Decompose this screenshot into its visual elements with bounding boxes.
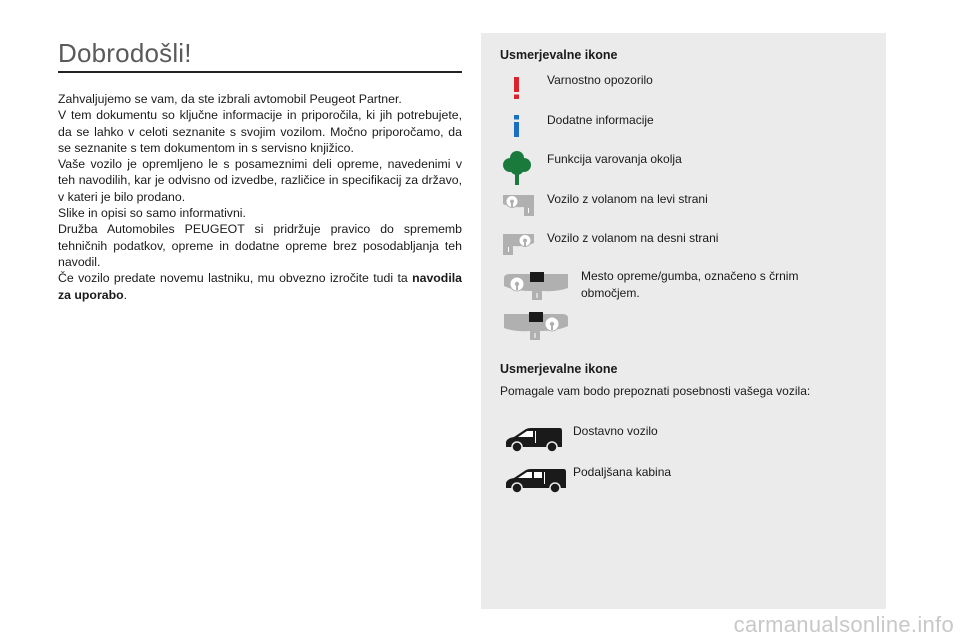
location-label: Mesto opreme/gumba, označeno s črnim območjem. [581,269,799,300]
dashboard-location-icon [502,310,570,342]
intro-last-suffix: . [123,287,128,302]
lhd-label: Vozilo z volanom na levi strani [547,192,708,206]
intro-last-text: Če vozilo predate novemu lastniku, mu obvezno izročite tudi ta [58,271,413,286]
dashboard-location-icon [502,270,570,302]
rhd-label: Vozilo z volanom na desni strani [547,231,719,245]
watermark: carmanualsonline.info [733,612,954,637]
intro-paragraph: V tem dokumentu so ključne informacije in priporočila, ki jih potrebujete, da se lahko v celoti seznanite s svojim vozilom. Močno priporočamo, da se seznanite s tem dokumentom in s servisno knjižico. [58,108,462,155]
intro-paragraph: Vaše vozilo je opremljeno le s posameznimi deli opreme, navedenimi v teh navodilih, kar je odvisno od izvedbe, različice in specifikacij za državo, v kateri je bilo prodano. [58,157,462,204]
intro-text [58,91,462,303]
section-heading: Usmerjevalne ikone [500,362,618,376]
title-divider [58,71,462,73]
section-heading: Usmerjevalne ikone [500,48,618,62]
intro-paragraph: Zahvaljujemo se vam, da ste izbrali avtomobil Peugeot Partner. [58,92,402,106]
tree-icon [503,150,531,186]
intro-paragraph-last [58,270,462,303]
right-hand-drive-icon [502,232,535,257]
section-description: Pomagale vam bodo prepoznati posebnosti vašega vozila: [500,384,811,398]
manual-emphasis: navodila za uporabo [58,271,462,302]
left-hand-drive-icon [502,193,535,218]
page-title: Dobrodošli! [58,38,192,68]
eco-label: Funkcija varovanja okolja [547,152,682,166]
crew-cab-label: Podaljšana kabina [573,465,672,479]
info-icon [510,114,524,138]
crew-cab-van-icon [504,466,568,496]
info-label: Dodatne informacije [547,113,654,127]
intro-paragraph: Družba Automobiles PEUGEOT si pridržuje pravico do sprememb tehničnih podatkov, opreme in dodatne opreme brez posodabljanja teh navodil. [58,222,462,269]
van-icon [504,426,564,454]
intro-paragraph: Slike in opisi so samo informativni. [58,206,246,221]
exclamation-icon [510,76,524,100]
van-label: Dostavno vozilo [573,424,658,438]
warning-label: Varnostno opozorilo [547,73,653,87]
